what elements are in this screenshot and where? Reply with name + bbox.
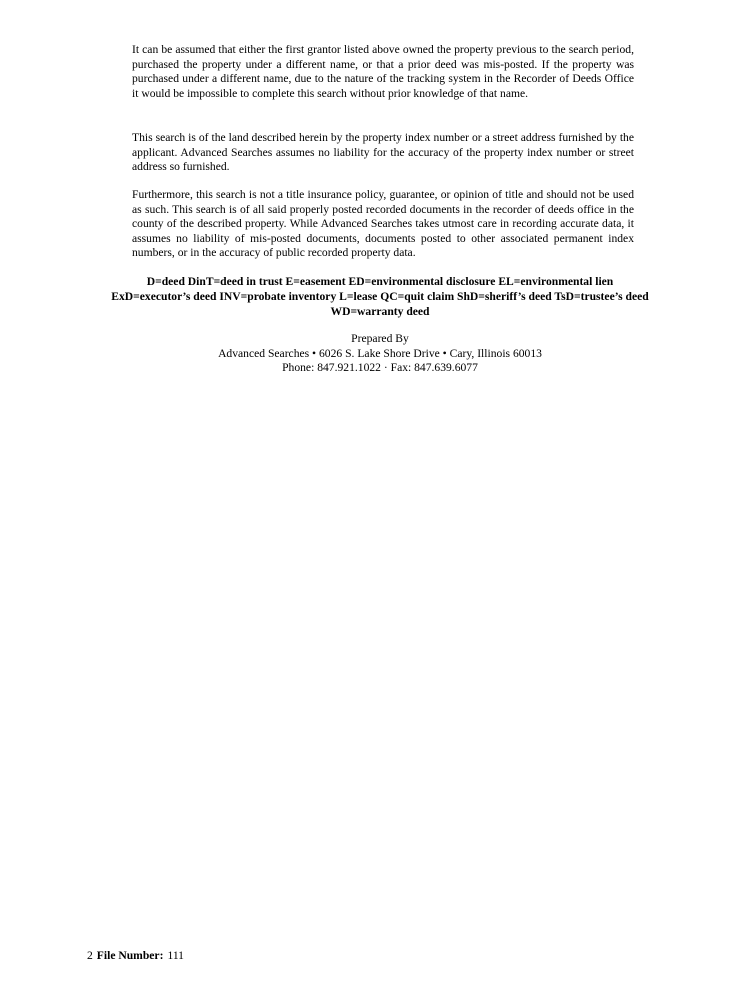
- file-number-value: 111: [167, 949, 184, 962]
- company-address: Advanced Searches • 6026 S. Lake Shore Drive • Cary, Illinois 60013: [218, 346, 542, 360]
- disclaimer-paragraph-prior-owner: It can be assumed that either the first grantor listed above owned the property previous to the search period, purchased the property under a different name, or that a prior deed was mis-posted. If the property was purchased under a different name, due to the nature of the tracking system in the Recorder of Deeds Office it would be impossible to complete this search without prior knowledge of that name.: [132, 43, 634, 100]
- prepared-by-block: [80, 332, 680, 376]
- page-footer: [87, 948, 184, 963]
- document-type-legend: [80, 274, 680, 319]
- legend-line: WD=warranty deed: [330, 305, 430, 318]
- prepared-by-heading: Prepared By: [351, 332, 409, 345]
- disclaimer-paragraph-title-insurance: Furthermore, this search is not a title insurance policy, guarantee, or opinion of title and should not be used as such. This search is of all said properly posted recorded documents in the recorder of deeds office in the county of the described property. While Advanced Searches takes utmost care in recording accurate data, it assumes no liability of mis-posted documents, documents posted to other associated permanent index numbers, or in the accuracy of public recorded property data.: [132, 188, 634, 260]
- page-number: 2: [87, 949, 93, 962]
- legend-line: D=deed DinT=deed in trust E=easement ED=environmental disclosure EL=environmental lien: [146, 275, 614, 288]
- legend-line: ExD=executor’s deed INV=probate inventory L=lease QC=quit claim ShD=sheriff’s deed TsD=trustee’s deed: [111, 290, 649, 303]
- company-contact: Phone: 847.921.1022 · Fax: 847.639.6077: [282, 361, 478, 374]
- disclaimer-paragraph-liability: This search is of the land described herein by the property index number or a street address furnished by the applicant. Advanced Searches assumes no liability for the accuracy of the property index number or street address so furnished.: [132, 131, 634, 174]
- file-number-label: File Number:: [96, 949, 164, 962]
